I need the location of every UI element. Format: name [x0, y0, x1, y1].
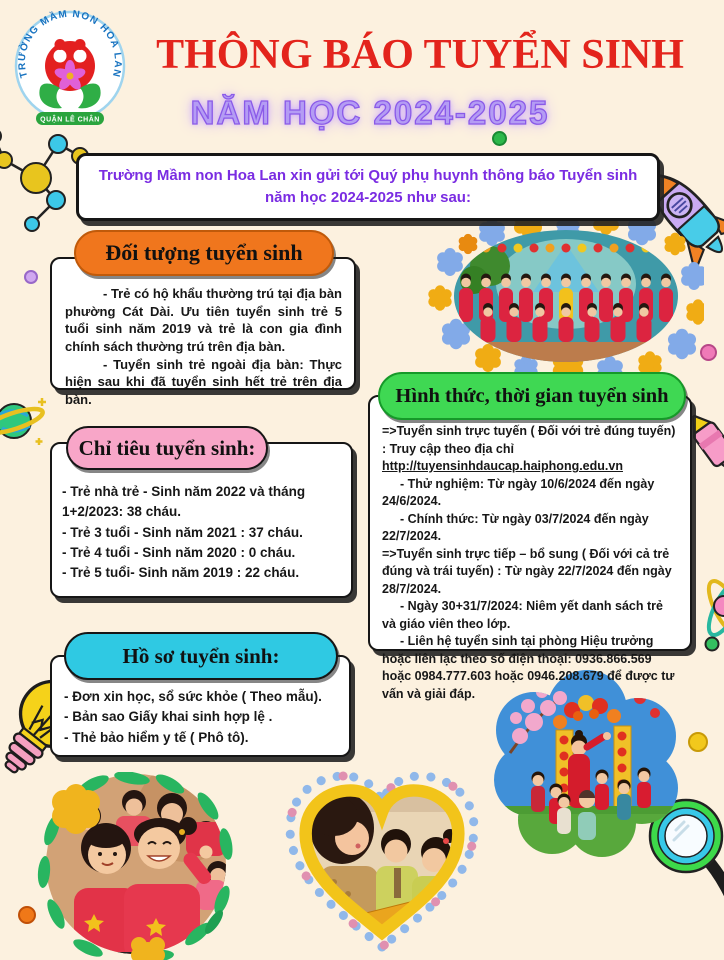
schedule-line: - Liên hệ tuyển sinh tại phòng Hiệu trưởng hoặc liên lạc theo số điện thoại: 0936.866.569 hoặc 0984.777.603 hoặc 0946.208.679 để được tư vấn và giải đáp.	[382, 634, 675, 701]
teachers-photo	[428, 214, 704, 376]
quota-item: - Trẻ nhà trẻ - Sinh năm 2022 và tháng 1+2/2023: 38 cháu.	[62, 484, 306, 520]
schedule-line: =>Tuyển sinh trực tuyến ( Đối với trẻ đúng tuyến) : Truy cập theo địa chỉ	[382, 424, 676, 456]
intro-note	[76, 153, 660, 221]
intro-text: Trường Mầm non Hoa Lan xin gửi tới Quý phụ huynh thông báo Tuyển sinh năm học 2024-2025 như sau:	[98, 167, 638, 206]
document-item: - Bản sao Giấy khai sinh hợp lệ .	[64, 709, 273, 725]
green-dot	[492, 131, 507, 146]
saturn-icon	[0, 392, 52, 450]
quota-item: - Trẻ 4 tuổi - Sinh năm 2020 : 0 cháu.	[62, 544, 296, 560]
atom-icon	[694, 558, 724, 658]
admission-target-paragraph: - Trẻ có hộ khẩu thường trú tại địa bàn phường Cát Dài. Ưu tiên tuyển sinh trẻ 5 tuổi sinh năm 2019 và trẻ là con gia đình chính sách thường trú trên địa bàn.	[65, 286, 342, 355]
document-item: - Thẻ bảo hiểm y tế ( Phô tô).	[64, 729, 249, 745]
school-logo	[12, 6, 128, 142]
children-circle-photo	[36, 772, 236, 960]
admission-portal-link[interactable]: http://tuyensinhdaucap.haiphong.edu.vn	[382, 459, 623, 473]
purple-dot	[24, 270, 38, 284]
schedule-line: - Thử nghiệm: Từ ngày 10/6/2024 đến ngày 24/6/2024.	[382, 476, 655, 508]
quota-item: - Trẻ 5 tuổi- Sinh năm 2019 : 22 cháu.	[62, 565, 300, 580]
section-hinh-thuc	[368, 395, 692, 701]
document-item: - Đơn xin học, sổ sức khỏe ( Theo mẫu).	[64, 689, 322, 704]
yellow-dot	[688, 732, 708, 752]
logo-school-name: TRƯỜNG MẦM NON HOA LAN	[16, 8, 124, 79]
admission-target-paragraph: - Tuyển sinh trẻ ngoài địa bàn: Thực hiện sau khi đã tuyển sinh hết trẻ trên địa bàn.	[65, 356, 342, 408]
schedule-line: =>Tuyển sinh trực tiếp – bổ sung ( Đối với cả trẻ đúng và trái tuyến) : Từ ngày 22/7/2024 đến ngày 28/7/2024.	[382, 546, 672, 596]
hinh-thuc-header: Hình thức, thời gian tuyển sinh	[378, 372, 686, 420]
chi-tieu-header: Chỉ tiêu tuyển sinh:	[66, 426, 268, 470]
page-title: THÔNG BÁO TUYỂN SINH	[156, 32, 684, 78]
section-doi-tuong	[50, 257, 356, 408]
ho-so-header: Hồ sơ tuyển sinh:	[64, 632, 338, 680]
heart-photo	[272, 764, 492, 960]
orange-dot	[18, 906, 36, 924]
schedule-line: - Chính thức: Từ ngày 03/7/2024 đến ngày 22/7/2024.	[382, 511, 649, 543]
pink-dot	[700, 344, 717, 361]
quota-item: - Trẻ 3 tuổi - Sinh năm 2021 : 37 cháu.	[62, 524, 303, 540]
doi-tuong-header: Đối tượng tuyển sinh	[74, 230, 334, 276]
schedule-line: - Ngày 30+31/7/2024: Niêm yết danh sách trẻ và giáo viên theo lớp.	[382, 599, 663, 631]
page-subtitle: NĂM HỌC 2024-2025	[190, 94, 550, 131]
logo-district-banner: QUẬN LÊ CHÂN	[40, 116, 100, 124]
